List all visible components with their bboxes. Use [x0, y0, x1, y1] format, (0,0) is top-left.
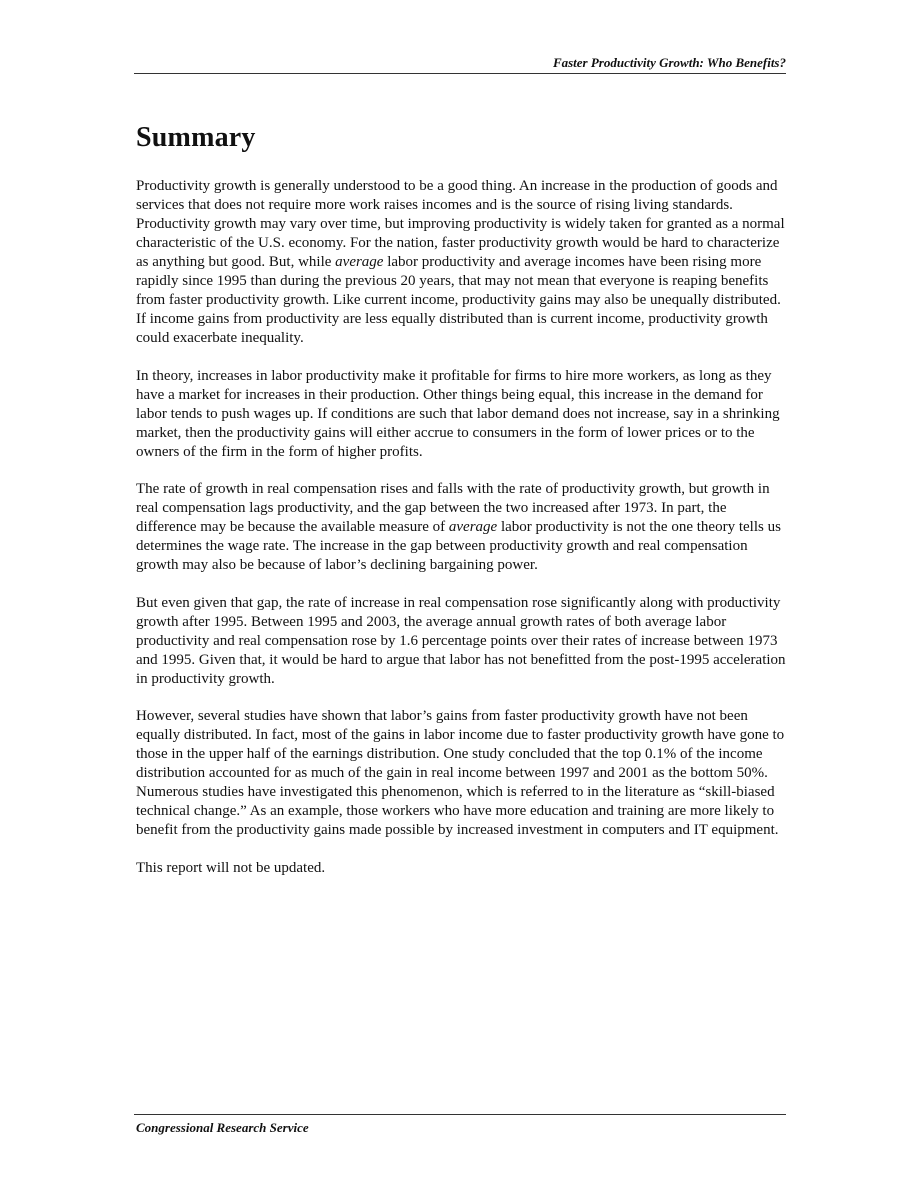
summary-paragraph-6: This report will not be updated.	[136, 859, 326, 876]
paragraph-3-part-b: labor productivity is not the one theory tells us determines the wage rate. The increase in the gap between productivity growth and real compensation growth may also be because of labor’s declining bargaining power.	[136, 519, 781, 573]
summary-paragraph-5: However, several studies have shown that labor’s gains from faster productivity growth have not been equally distributed. In fact, most of the gains in labor income due to faster productivity growth have gone to those in the upper half of the earnings distribution. One study concluded that the top 0.1% of the income distribution accounted for as much of the gain in real income between 1997 and 2001 as the bottom 50%. Numerous studies have investigated this phenomenon, which is referred to in the literature as “skill-biased technical change.” As an example, those workers who have more education and training are more likely to benefit from the productivity gains made possible by increased investment in computers and IT equipment.	[136, 708, 785, 838]
paragraph-1-part-a: Productivity growth is generally understood to be a good thing. An increase in the production of goods and services that does not require more work raises incomes and is the source of rising living standards. Productivity growth may vary over time, but improving productivity is widely taken for granted as a normal characteristic of the U.S. economy. For the nation, faster productivity growth would be hard to characterize as anything but good. But, while	[136, 178, 785, 270]
paragraph-3-emphasis: average	[448, 519, 498, 535]
summary-paragraph-3	[136, 480, 786, 575]
summary-paragraph-2: In theory, increases in labor productivity make it profitable for firms to hire more workers, as long as they have a market for increases in their production. Other things being equal, this increase in the demand for labor tends to push wages up. If conditions are such that labor demand does not increase, say in a shrinking market, then the productivity gains will either accrue to consumers in the form of lower prices or to the owners of the firm in the form of higher profits.	[136, 367, 780, 460]
running-footer: Congressional Research Service	[136, 1120, 309, 1135]
paragraph-1-emphasis: average	[335, 254, 384, 270]
summary-paragraph-1	[136, 177, 786, 348]
running-header: Faster Productivity Growth: Who Benefits?	[134, 55, 786, 74]
paragraph-1-part-b: labor productivity and average incomes have been rising more rapidly since 1995 than during the previous 20 years, that may not mean that everyone is reaping benefits from faster productivity growth. Like current income, productivity gains may also be unequally distributed. If income gains from productivity are less equally distributed than is current income, productivity growth could exacerbate inequality.	[136, 254, 781, 346]
summary-paragraph-4: But even given that gap, the rate of increase in real compensation rose significantly along with productivity growth after 1995. Between 1995 and 2003, the average annual growth rates of both average labor productivity and real compensation rose by 1.6 percentage points over their rates of increase between 1973 and 1995. Given that, it would be hard to argue that labor has not benefitted from the post-1995 acceleration in productivity growth.	[136, 594, 786, 687]
footer-rule	[134, 1114, 786, 1115]
page-title: Summary	[136, 122, 256, 153]
paragraph-3-part-a: The rate of growth in real compensation rises and falls with the rate of productivity growth, but growth in real compensation lags productivity, and the gap between the two increased after 1973. In part, the difference may be because the available measure of	[136, 481, 770, 535]
summary-body	[136, 177, 786, 896]
